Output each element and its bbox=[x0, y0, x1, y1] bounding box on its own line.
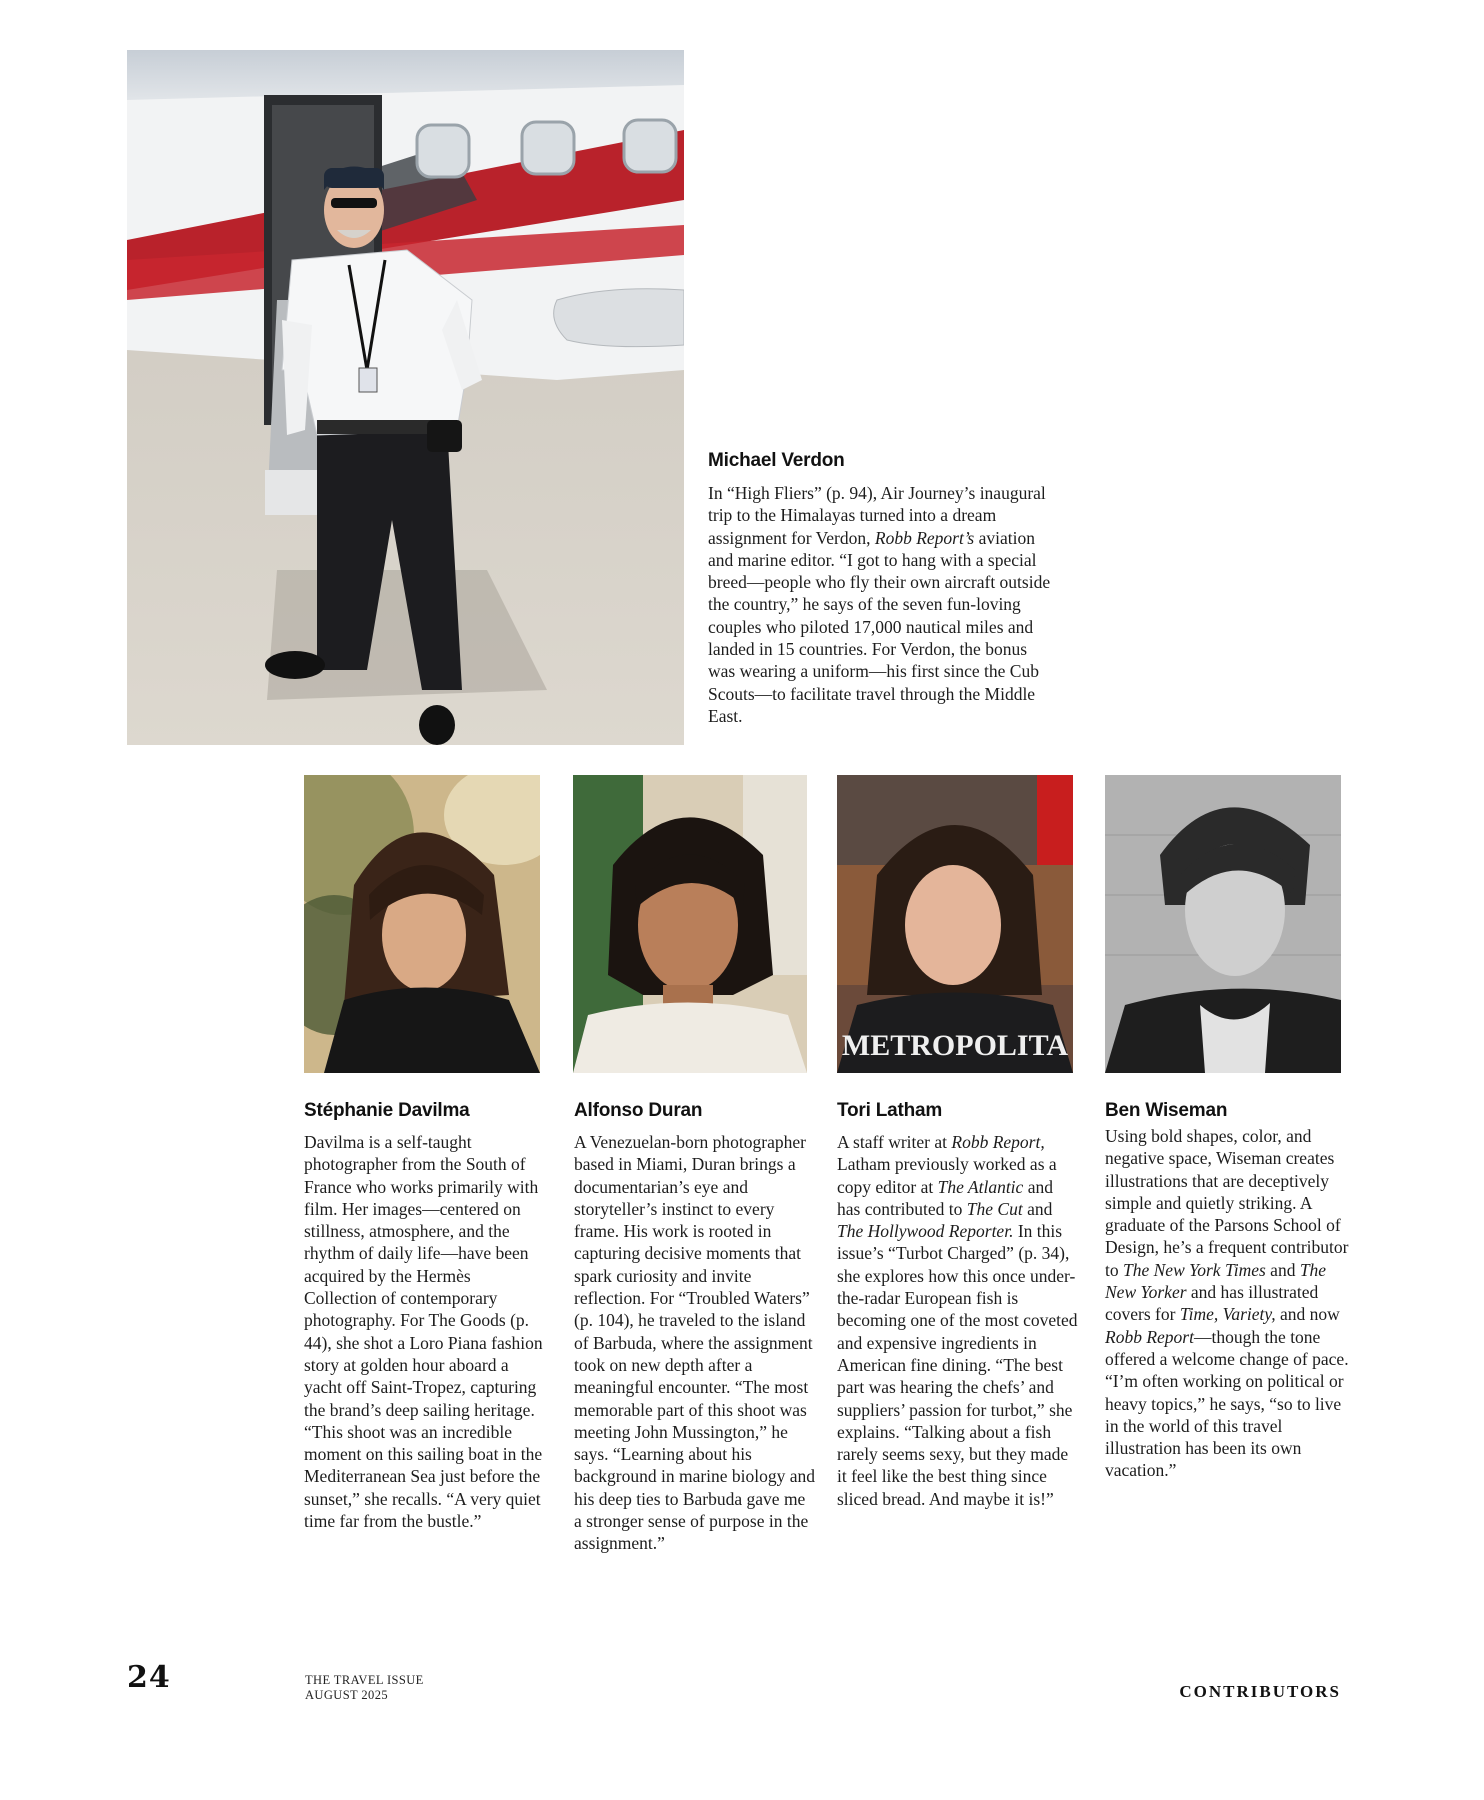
italic-title: Robb Report’s bbox=[874, 527, 975, 548]
photo-tori-latham bbox=[837, 775, 1073, 1073]
section-title: CONTRIBUTORS bbox=[1179, 1682, 1341, 1701]
issue-title: THE TRAVEL ISSUE bbox=[305, 1673, 424, 1687]
italic-title: The Cut bbox=[966, 1198, 1023, 1219]
sweatshirt-lettering: METROPOLITA bbox=[841, 1029, 1069, 1062]
contributor-bio: Using bold shapes, color, and negative space, Wiseman creates illustrations that are deceptively simple and quietly striking. A graduate of the Parsons School of Design, he’s a frequent contributor to The New York Times and The New Yorker and has illustrated covers for Time, Variety, and now Robb Report—though the tone offered a welcome change of pace. “I’m often working on political or heavy topics,” he says, “so to live in the world of this travel illustration has been its own vacation.” bbox=[1105, 1126, 1349, 1481]
italic-title: The New York Times bbox=[1123, 1259, 1266, 1280]
contributor-name: Stéphanie Davilma bbox=[304, 1100, 470, 1121]
contributor-name: Ben Wiseman bbox=[1105, 1100, 1228, 1121]
contributor-name: Alfonso Duran bbox=[574, 1100, 703, 1121]
contributor-bio: A Venezuelan-born photographer based in Miami, Duran brings a documentarian’s eye and storyteller’s instinct to every frame. His work is rooted in capturing decisive moments that spark curiosity and invite reflection. For “Troubled Waters” (p. 104), he traveled to the island of Barbuda, where the assignment took on new depth after a meaningful encounter. “The most memorable part of this shoot was meeting John Mussington,” he says. “Learning about his background in marine biology and his deep ties to Barbuda gave me a stronger sense of purpose in the assignment.” bbox=[574, 1132, 816, 1554]
italic-title: The Atlantic bbox=[937, 1176, 1024, 1197]
italic-title: The New Yorker bbox=[1105, 1259, 1327, 1303]
page-number: 24 bbox=[127, 1660, 171, 1695]
contributor-bio: Davilma is a self-taught photographer from the South of France who works primarily with film. Her images—centered on stillness, atmosphere, and the rhythm of daily life—have been acquired by the Hermès Collection of contemporary photography. For The Goods (p. 44), she shot a Loro Piana fashion story at golden hour aboard a yacht off Saint-Tropez, capturing the brand’s deep sailing heritage. “This shoot was an incredible moment on this sailing boat in the Mediterranean Sea just before the sunset,” she recalls. “A very quiet time far from the bustle.” bbox=[304, 1132, 543, 1532]
contributor-bio: A staff writer at Robb Report, Latham previously worked as a copy editor at The Atlantic and has contributed to The Cut and The Hollywood Reporter. In this issue’s “Turbot Charged” (p. 34), she explores how this once under-the-radar European fish is becoming one of the most coveted and expensive ingredients in American fine dining. “The best part was hearing the chefs’ and suppliers’ passion for turbot,” she explains. “Talking about a fish rarely seems sexy, but they made it feel like the best thing since sliced bread. And maybe it is!” bbox=[837, 1132, 1078, 1509]
italic-title: Robb Report, bbox=[951, 1132, 1045, 1152]
issue-label bbox=[305, 1673, 424, 1703]
contributor-bio: In “High Fliers” (p. 94), Air Journey’s inaugural trip to the Himalayas turned into a dream assignment for Verdon, Robb Report’s aviation and marine editor. “I got to hang with a special breed—people who fly their own aircraft outside the country,” he says of the seven fun-loving couples who piloted 17,000 nautical miles and landed in 15 countries. For Verdon, the bonus was wearing a uniform—his first since the Cub Scouts—to facilitate travel through the Middle East. bbox=[708, 483, 1051, 726]
italic-title: Robb Report bbox=[1105, 1326, 1194, 1347]
issue-date: AUGUST 2025 bbox=[305, 1688, 388, 1702]
italic-title: The Hollywood Reporter. bbox=[837, 1221, 1014, 1242]
contributor-name: Tori Latham bbox=[837, 1100, 943, 1121]
contributor-name: Michael Verdon bbox=[708, 450, 845, 471]
photo-ben-wiseman bbox=[1105, 775, 1341, 1073]
photo-michael-verdon bbox=[127, 50, 684, 745]
photo-alfonso-duran bbox=[573, 775, 807, 1073]
photo-stephanie-davilma bbox=[304, 775, 540, 1073]
italic-title: Time, Variety, bbox=[1179, 1304, 1276, 1325]
